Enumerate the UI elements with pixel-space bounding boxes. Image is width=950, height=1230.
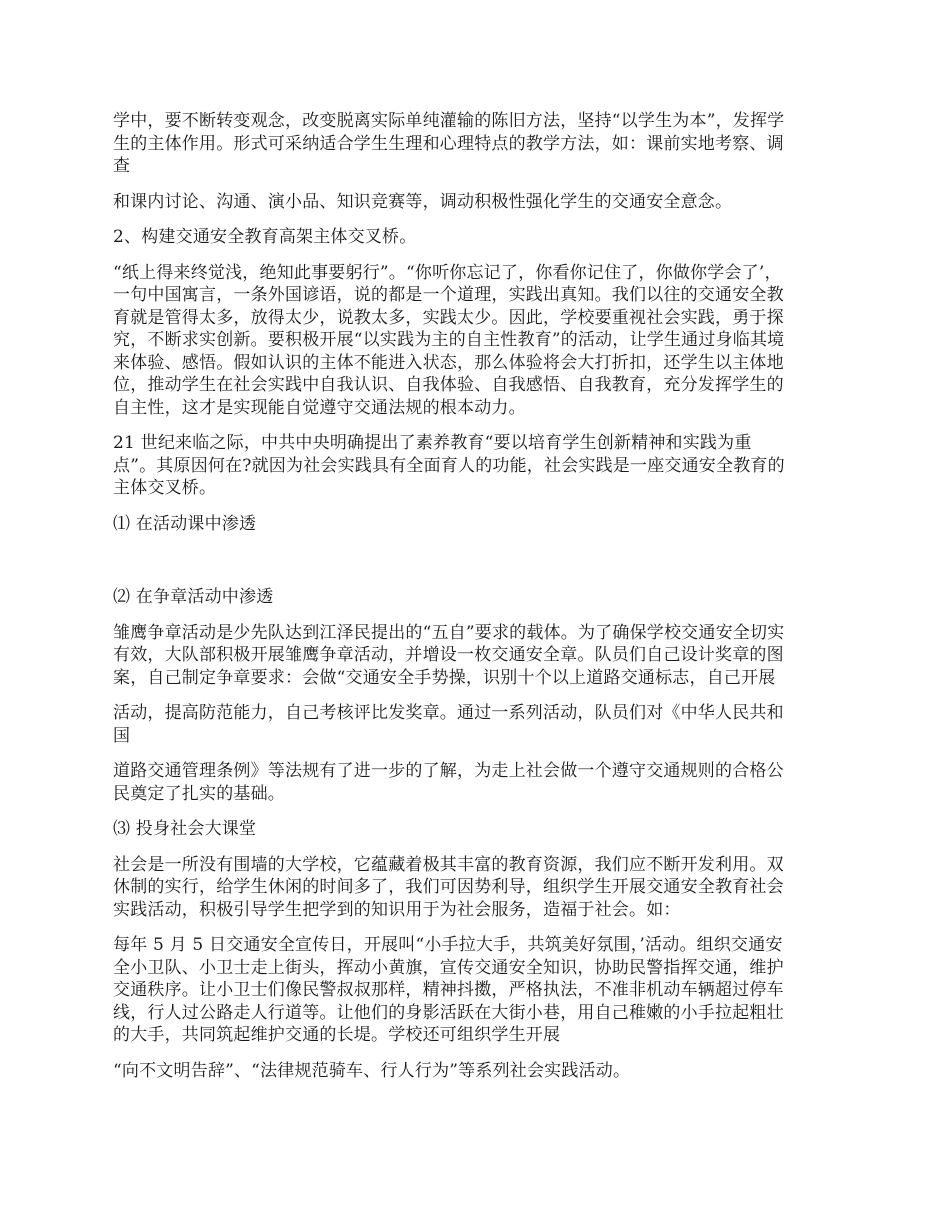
- blank-spacer: [113, 548, 843, 586]
- text-line: 学中，要不断转变观念，改变脱离实际单纯灌输的陈旧方法，坚持“以学生为本”，发挥学: [113, 111, 785, 131]
- text-line: 来体验、感悟。假如认识的主体不能进入状态，那么体验将会大打折扣，还学生以主体地: [113, 352, 784, 373]
- text-line: 民奠定了扎实的基础。: [113, 783, 285, 804]
- text-line: 全小卫队、小卫士走上街头，挥动小黄旗，宣传交通安全知识，协助民警指挥交通，维护: [113, 957, 784, 978]
- text-line: 线，行人过公路走人行道等。让他们的身影活跃在大街小巷，用自己稚嫩的小手拉起粗壮: [113, 1002, 784, 1023]
- paragraph-activities: [113, 702, 843, 747]
- paragraph-21st-century: [113, 432, 843, 500]
- text-line: 实践活动，积极引导学生把学到的知识用于为社会服务，造福于社会。如：: [113, 899, 681, 920]
- text-line: 2、构建交通安全教育高架主体交叉桥。: [113, 227, 417, 247]
- text-line: 每年 5 月 5 日交通安全宣传日，开展叫“小手拉大手，共筑美好氛围，’活动。组织交通安: [113, 935, 783, 955]
- text-line: 究，不断求实创新。要积极开展“以实践为主的自主性教育”的活动，让学生通过身临其境: [113, 330, 785, 350]
- subheading-society-classroom: [113, 818, 843, 841]
- text-line: 社会是一所没有围墙的大学校，它蕴藏着极其丰富的教育资源，我们应不断开发利用。双: [113, 854, 784, 875]
- text-line: 活动，提高防范能力，自己考核评比发奖章。通过一系列活动，队员们对《中华人民共和: [113, 703, 784, 723]
- paragraph-practice: [113, 262, 843, 420]
- text-line: 育就是管得太多，放得太少，说教太多，实践太少。因此，学校要重视社会实践，勇于探: [113, 307, 784, 328]
- text-line: 一句中国寓言，一条外国谚语，说的都是一个道理，实践出真知。我们以往的交通安全教: [113, 285, 784, 305]
- text-line: 案，自己制定争章要求：会做“交通安全手势操，识别十个以上道路交通标志，自己开展: [113, 667, 776, 688]
- text-line: “向不文明告辞”、“法律规范骑车、行人行为”等系列社会实践活动。: [113, 1060, 631, 1081]
- paragraph-eagle-badge: [113, 622, 843, 690]
- text-line: 21 世纪来临之际，中共中央明确提出了素养教育“要以培育学生创新精神和实践为重: [113, 433, 752, 453]
- paragraph-teaching-methods: [113, 110, 843, 178]
- text-line: 有效，大队部积极开展雏鹰争章活动，并增设一枚交通安全章。队员们自己设计奖章的图: [113, 645, 784, 665]
- text-line: 国: [113, 725, 131, 746]
- paragraph-society-school: [113, 854, 843, 922]
- text-line: 道路交通管理条例》等法规有了进一步的了解，为走上社会做一个遵守交通规则的合格公: [113, 761, 784, 781]
- text-line: 雏鹰争章活动是少先队达到江泽民提出的“五自”要求的载体。为了确保学校交通安全切实: [113, 622, 785, 643]
- text-line: 和课内讨论、沟通、演小品、知识竞赛等，调动积极性强化学生的交通安全意念。: [113, 191, 733, 212]
- text-line: 休制的实行，给学生休闲的时间多了，我们可因势利导，组织学生开展交通安全教育社会: [113, 877, 784, 897]
- text-line: 位，推动学生在社会实践中自我认识、自我体验、自我感悟、自我教育，充分发挥学生的: [113, 375, 784, 395]
- text-line: ⑵ 在争章活动中渗透: [113, 587, 274, 607]
- paragraph-traffic-regulations: [113, 760, 843, 805]
- text-line: 主体交叉桥。: [113, 478, 217, 498]
- paragraph-discussion: [113, 191, 843, 214]
- text-line: “纸上得来终觉浅，绝知此事要躬行”。“你听你忘记了，你看你记住了，你做你学会了’，: [113, 262, 782, 283]
- document-page: [113, 110, 843, 1095]
- subheading-badge-activity: [113, 586, 843, 609]
- paragraph-safety-day: [113, 934, 843, 1047]
- text-line: 查: [113, 156, 131, 176]
- text-line: 生的主体作用。形式可采纳适合学生生理和心理特点的教学方法，如：课前实地考察、调: [113, 133, 784, 154]
- paragraph-practice-series: [113, 1060, 843, 1083]
- text-line: 的大手，共同筑起维护交通的长堤。学校还可组织学生开展: [113, 1025, 561, 1045]
- text-line: 交通秩序。让小卫士们像民警叔叔那样，精神抖擞，严格执法，不准非机动车辆超过停车: [113, 980, 784, 1000]
- text-line: ⑴ 在活动课中渗透: [113, 513, 257, 534]
- text-line: ⑶ 投身社会大课堂: [113, 819, 257, 839]
- section-heading-2: [113, 226, 843, 249]
- subheading-activity-class: [113, 513, 843, 536]
- text-line: 自主性，这才是实现能自觉遵守交通法规的根本动力。: [113, 397, 526, 418]
- text-line: 点”。其原因何在?就因为社会实践具有全面育人的功能，社会实践是一座交通安全教育的: [113, 455, 785, 476]
